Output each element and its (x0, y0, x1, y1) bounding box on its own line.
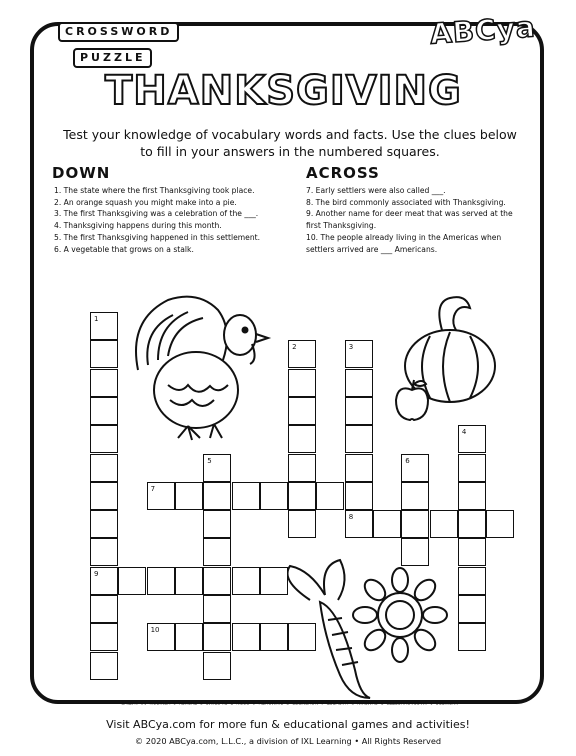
grid-cell[interactable] (203, 595, 231, 623)
grid-cell[interactable] (458, 454, 486, 482)
turkey-illustration (118, 290, 278, 440)
clue-number: 6 (405, 456, 410, 465)
apple-illustration (392, 378, 432, 422)
grid-cell[interactable] (345, 482, 373, 510)
down-clues (54, 185, 294, 255)
copyright: © 2020 ABCya.com, L.L.C., a division of IXL Learning • All Rights Reserved (134, 736, 442, 746)
grid-cell[interactable] (90, 652, 118, 680)
grid-cell[interactable] (401, 510, 429, 538)
grid-cell[interactable] (345, 397, 373, 425)
grid-cell[interactable] (175, 567, 203, 595)
grid-cell[interactable] (458, 482, 486, 510)
grid-cell[interactable] (316, 482, 344, 510)
answer-key: ANSWERS: 1. MASSACHUSETTS, 2. PUMPKIN, 3. HARVEST, 4. NOVEMBER, 5. PLYMOUTH, 6. CORN, 7. PILGRIMS, 8. TURKEY, 9. VENISON, 10. NATIVE (121, 699, 459, 704)
clue-number: 3 (348, 343, 354, 352)
instructions: Test your knowledge of vocabulary words and facts. Use the clues below to fill in your answers in the numbered squares. (63, 127, 517, 159)
down-clue-6: 6. A vegetable that grows on a stalk. (54, 244, 194, 254)
grid-cell[interactable] (232, 567, 260, 595)
grid-cell[interactable] (90, 538, 118, 566)
clue-number: 5 (207, 456, 212, 465)
grid-cell[interactable] (203, 567, 231, 595)
grid-cell[interactable] (288, 623, 316, 651)
across-clues (306, 185, 526, 255)
grid-cell[interactable] (175, 482, 203, 510)
grid-cell[interactable] (232, 482, 260, 510)
grid-cell[interactable] (458, 538, 486, 566)
grid-cell[interactable] (90, 369, 118, 397)
grid-cell[interactable] (90, 623, 118, 651)
down-clue-4: 4. Thanksgiving happens during this month. (54, 221, 222, 231)
grid-cell[interactable] (203, 623, 231, 651)
grid-cell[interactable] (260, 482, 288, 510)
abcya-logo: ABCya (428, 10, 537, 51)
footer-link-text: Visit ABCya.com for more fun & educational games and activities! (106, 718, 470, 731)
clue-number: 8 (348, 513, 354, 522)
grid-cell[interactable] (118, 567, 146, 595)
grid-cell[interactable] (458, 567, 486, 595)
grid-cell[interactable] (288, 425, 316, 453)
clue-number: 1 (94, 315, 99, 323)
across-clue-9: 9. Another name for deer meat that was served at the first Thanksgiving. (306, 209, 513, 231)
grid-cell[interactable] (486, 510, 514, 538)
down-clue-5: 5. The first Thanksgiving happened in this settlement. (54, 232, 261, 242)
grid-cell[interactable] (90, 340, 118, 368)
clue-number: 4 (461, 428, 467, 437)
grid-cell[interactable] (147, 567, 175, 595)
grid-cell[interactable] (90, 482, 118, 510)
page-title: THANKSGIVING (105, 68, 462, 114)
down-clue-3: 3. The first Thanksgiving was a celebration of the ___. (54, 209, 259, 219)
across-clue-7: 7. Early settlers were also called ___. (306, 186, 446, 195)
clue-number: 2 (292, 343, 297, 352)
grid-cell[interactable] (203, 538, 231, 566)
across-heading: ACROSS (306, 164, 380, 182)
grid-cell[interactable] (458, 595, 486, 623)
down-clue-2: 2. An orange squash you might make into a pie. (54, 197, 237, 207)
grid-cell[interactable] (288, 397, 316, 425)
grid-cell[interactable] (401, 482, 429, 510)
grid-cell[interactable] (373, 510, 401, 538)
grid-cell[interactable] (90, 397, 118, 425)
across-clue-10: 10. The people already living in the Americas when settlers arrived are ___ Americans. (306, 232, 502, 254)
grid-cell[interactable] (345, 369, 373, 397)
grid-cell[interactable] (90, 425, 118, 453)
clue-number: 9 (94, 569, 99, 578)
grid-cell[interactable] (90, 510, 118, 538)
grid-cell[interactable] (288, 454, 316, 482)
grid-cell[interactable] (90, 595, 118, 623)
across-clue-8: 8. The bird commonly associated with Thanksgiving. (306, 197, 506, 207)
sunflower-illustration (355, 570, 445, 660)
grid-cell[interactable] (203, 652, 231, 680)
down-clue-1: 1. The state where the first Thanksgiving took place. (54, 186, 255, 195)
grid-cell[interactable] (203, 510, 231, 538)
grid-cell[interactable] (430, 510, 458, 538)
clue-number: 7 (150, 484, 156, 493)
grid-cell[interactable] (175, 623, 203, 651)
grid-cell[interactable] (345, 425, 373, 453)
grid-cell[interactable] (288, 510, 316, 538)
grid-cell[interactable] (90, 454, 118, 482)
grid-cell[interactable] (458, 510, 486, 538)
puzzle-badge: PUZZLE (73, 48, 152, 68)
grid-cell[interactable] (288, 482, 316, 510)
crossword-badge: CROSSWORD (58, 22, 179, 42)
grid-cell[interactable] (345, 454, 373, 482)
grid-cell[interactable] (203, 482, 231, 510)
grid-cell[interactable] (288, 369, 316, 397)
grid-cell[interactable] (260, 623, 288, 651)
grid-cell[interactable] (458, 623, 486, 651)
grid-cell[interactable] (232, 623, 260, 651)
down-heading: DOWN (52, 164, 111, 182)
clue-number: 10 (150, 626, 160, 635)
grid-cell[interactable] (401, 538, 429, 566)
grid-cell[interactable] (260, 567, 288, 595)
